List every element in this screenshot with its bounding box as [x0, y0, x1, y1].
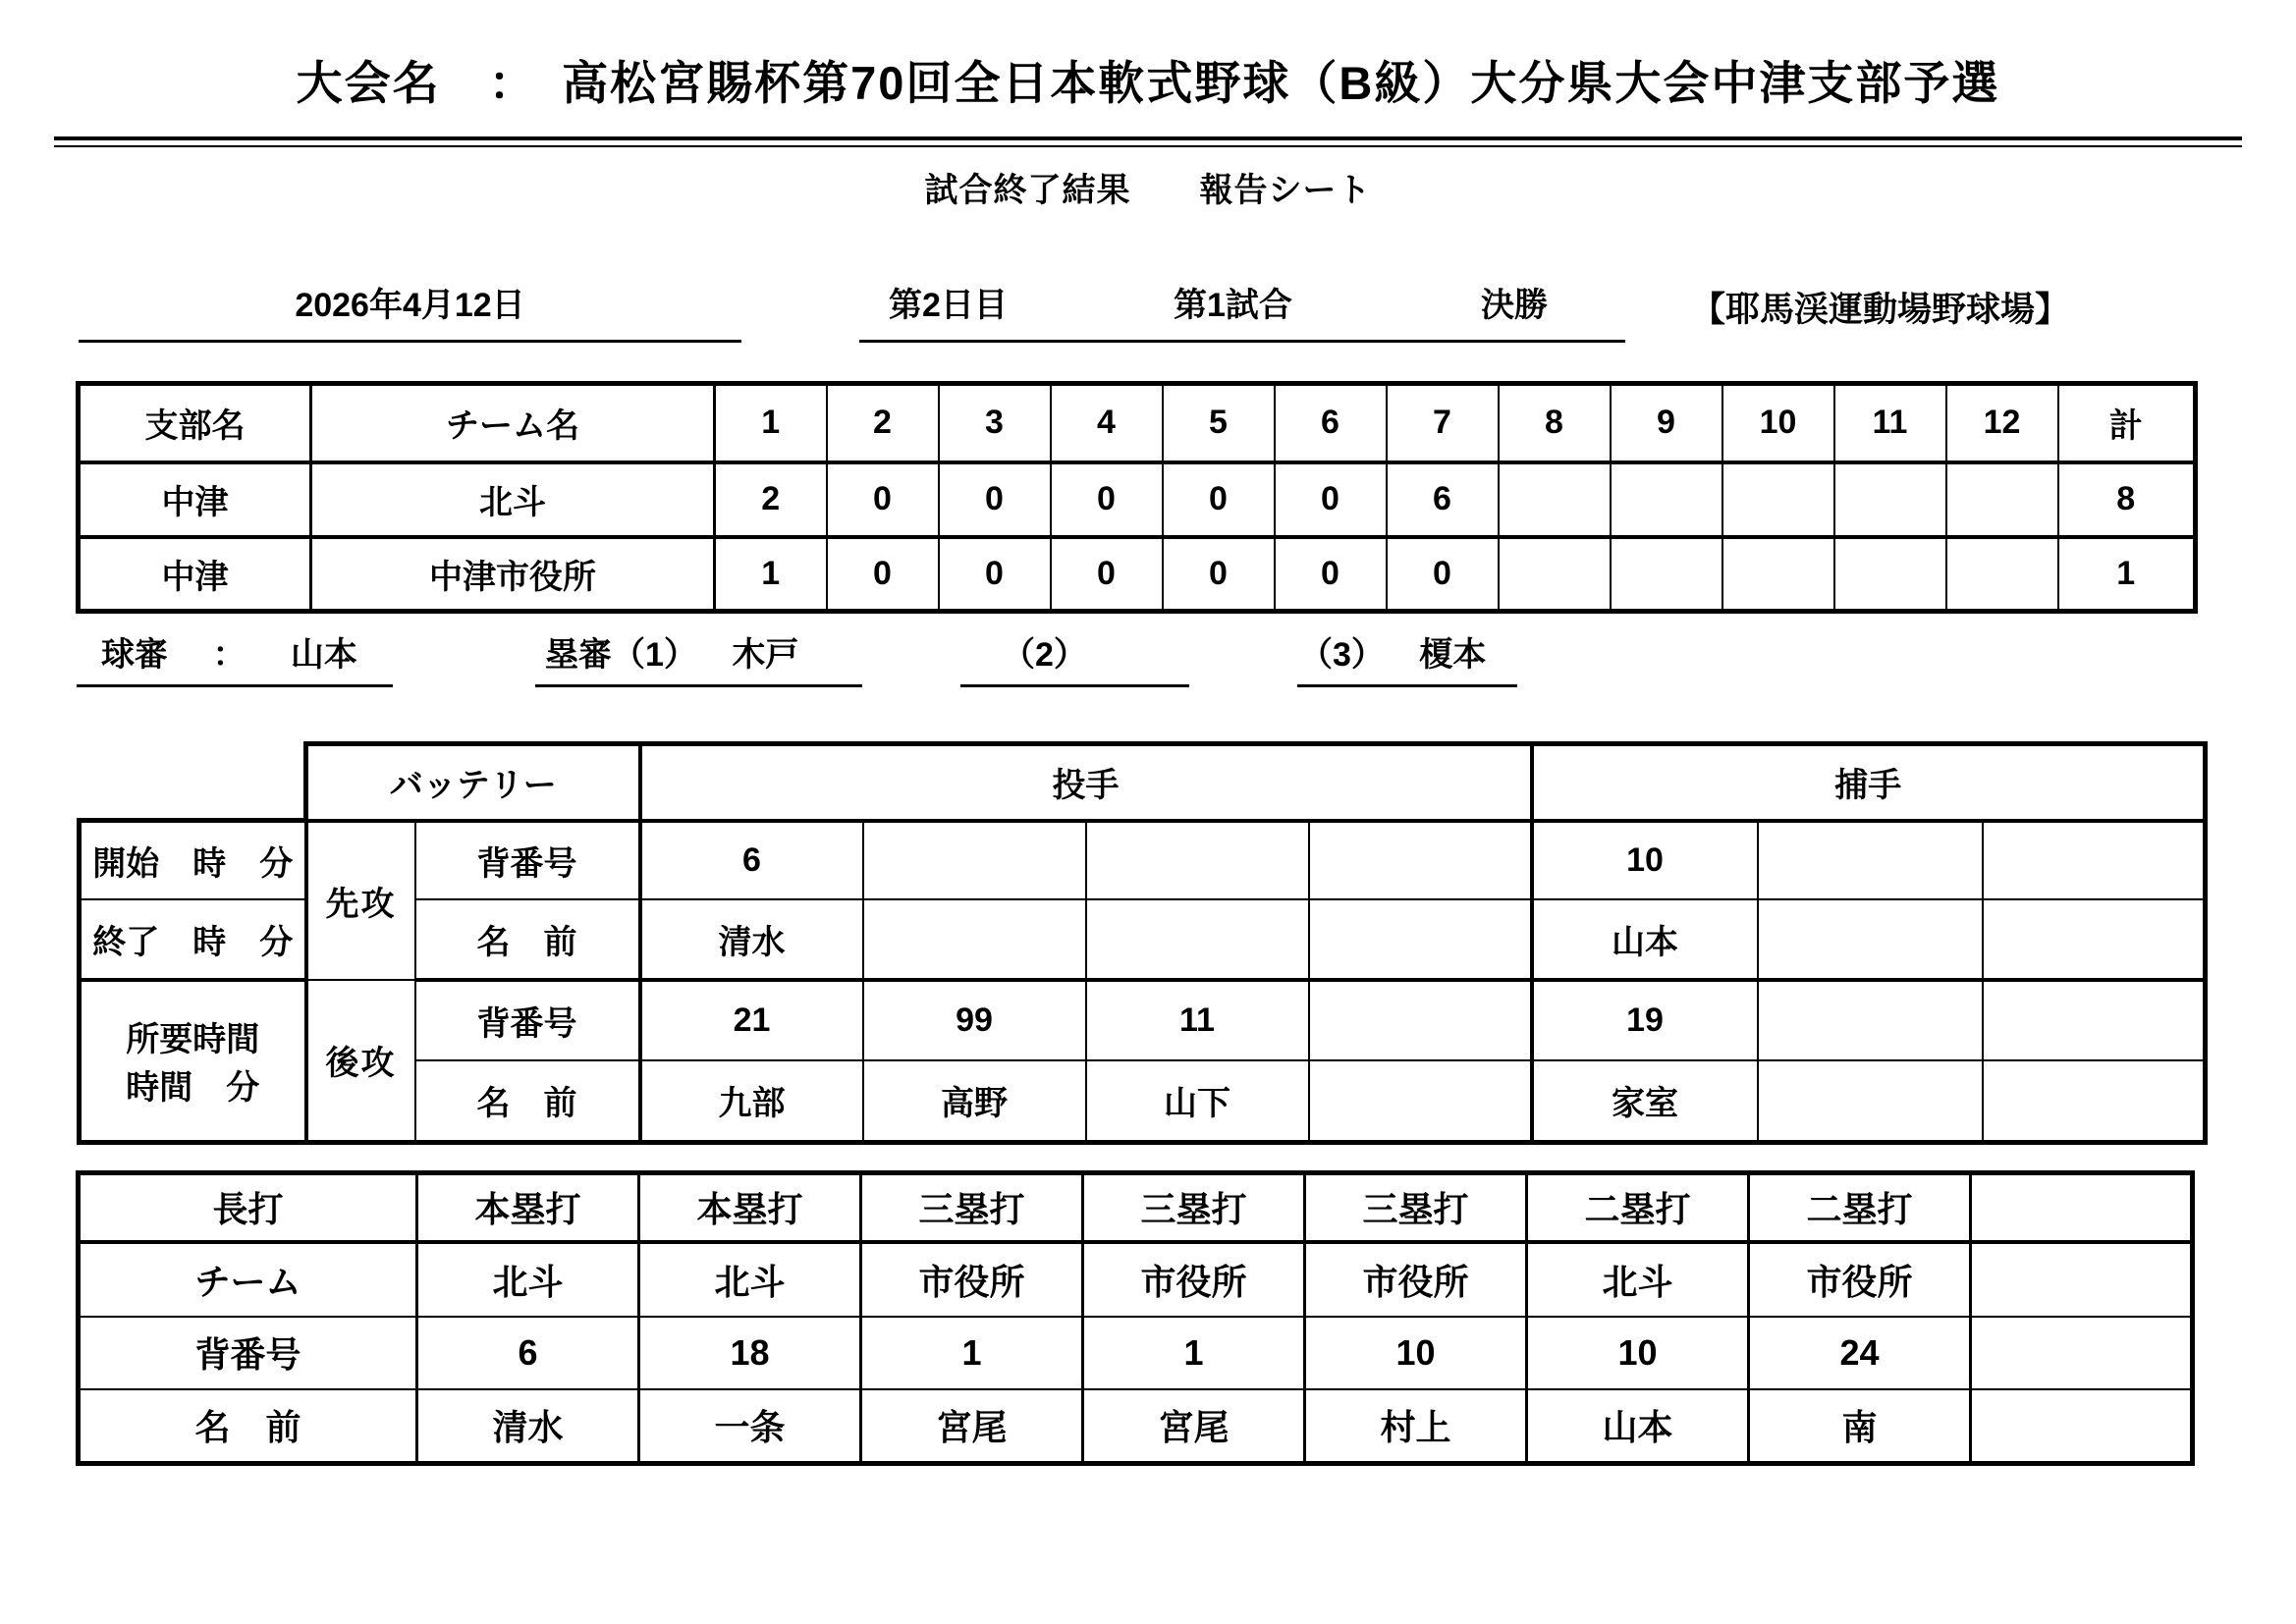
score-cell: 0 — [827, 537, 939, 612]
xbh-team-cell: 市役所 — [861, 1242, 1083, 1317]
xbh-name-cell: 宮尾 — [1083, 1389, 1305, 1464]
scoreboard-row-visitor — [79, 462, 2196, 537]
catcher-number-cell: 10 — [1532, 821, 1758, 899]
col-header-branch: 支部名 — [79, 384, 311, 462]
pitcher-name-cell — [1309, 899, 1532, 980]
catcher-number-cell — [1758, 821, 1983, 899]
total-cell: 8 — [2058, 462, 2196, 537]
col-header-inning-6: 6 — [1275, 384, 1387, 462]
xbh-team-cell: 市役所 — [1305, 1242, 1527, 1317]
team-cell: 北斗 — [311, 462, 715, 537]
score-cell: 0 — [1275, 462, 1387, 537]
score-cell: 0 — [1051, 462, 1163, 537]
xbh-team-cell: 北斗 — [1527, 1242, 1749, 1317]
base3-umpire-name: 榎本 — [1419, 636, 1487, 674]
scoreboard-row-home — [79, 537, 2196, 612]
xbh-number-cell: 1 — [1083, 1317, 1305, 1389]
catcher-number-cell: 19 — [1532, 980, 1758, 1060]
game-date-field — [79, 281, 741, 343]
catcher-number-cell — [1758, 980, 1983, 1060]
xbh-number-row — [79, 1317, 2193, 1389]
score-cell: 0 — [1163, 462, 1275, 537]
duration-label-lines — [82, 999, 304, 1122]
score-cell — [1834, 462, 1946, 537]
base1-umpire-label: 塁審（1） — [545, 636, 697, 674]
xbh-type-cell: 二塁打 — [1749, 1173, 1971, 1242]
score-cell: 0 — [1163, 537, 1275, 612]
pitcher-name-cell — [1309, 1060, 1532, 1143]
score-cell: 6 — [1387, 462, 1499, 537]
pitcher-number-cell — [1309, 821, 1532, 899]
xbh-number-cell: 1 — [861, 1317, 1083, 1389]
xbh-type-cell: 本塁打 — [639, 1173, 861, 1242]
col-header-inning-2: 2 — [827, 384, 939, 462]
xbh-name-cell: 清水 — [417, 1389, 639, 1464]
end-time-label: 終了 時 分 — [80, 899, 306, 980]
xbh-team-label: チーム — [79, 1242, 417, 1317]
base1-umpire-field — [535, 630, 862, 687]
pitcher-name-cell — [863, 899, 1086, 980]
battery-table — [77, 741, 2208, 1145]
xbh-number-cell: 24 — [1749, 1317, 1971, 1389]
scoreboard-header-row — [79, 384, 2196, 462]
branch-cell: 中津 — [79, 462, 311, 537]
pitcher-name-cell: 山下 — [1086, 1060, 1309, 1143]
score-cell: 0 — [827, 462, 939, 537]
xbh-name-cell — [1971, 1389, 2193, 1464]
pitcher-name-cell: 高野 — [863, 1060, 1086, 1143]
base2-umpire-label: （2） — [1002, 636, 1087, 674]
second-attack-label: 後攻 — [306, 980, 415, 1143]
name-row-label: 名 前 — [415, 1060, 640, 1143]
col-header-inning-8: 8 — [1499, 384, 1611, 462]
scoreboard-table — [76, 381, 2198, 614]
duration-label-line2: 時間 分 — [126, 1069, 260, 1108]
xbh-number-label: 背番号 — [79, 1317, 417, 1389]
plate-umpire-field — [77, 630, 393, 687]
xbh-team-cell: 北斗 — [417, 1242, 639, 1317]
game-date: 2026年4月12日 — [295, 287, 525, 324]
xbh-type-cell — [1971, 1173, 2193, 1242]
team-cell: 中津市役所 — [311, 537, 715, 612]
name-row-label: 名 前 — [415, 899, 640, 980]
title-divider-bottom — [54, 145, 2242, 147]
base2-umpire-field — [960, 630, 1189, 687]
battery-row-first-number — [80, 821, 2206, 899]
col-header-inning-3: 3 — [939, 384, 1051, 462]
battery-row-second-number — [80, 980, 2206, 1060]
score-cell: 2 — [715, 462, 827, 537]
col-header-inning-5: 5 — [1163, 384, 1275, 462]
score-cell — [1722, 537, 1834, 612]
catcher-name-cell — [1983, 1060, 2206, 1143]
col-header-inning-7: 7 — [1387, 384, 1499, 462]
xbh-name-label: 名 前 — [79, 1389, 417, 1464]
xbh-number-cell — [1971, 1317, 2193, 1389]
xbh-name-cell: 南 — [1749, 1389, 1971, 1464]
plate-umpire-label: 球審 — [101, 636, 168, 674]
col-header-inning-9: 9 — [1611, 384, 1722, 462]
catcher-name-cell — [1758, 899, 1983, 980]
first-attack-label: 先攻 — [306, 821, 415, 980]
game-meta-field — [859, 281, 1625, 343]
col-header-inning-12: 12 — [1946, 384, 2058, 462]
pitcher-number-cell — [863, 821, 1086, 899]
xbh-name-cell: 山本 — [1527, 1389, 1749, 1464]
catcher-name-cell — [1983, 899, 2206, 980]
battery-header-row — [80, 744, 2206, 821]
plate-umpire-colon: ： — [212, 636, 246, 674]
score-cell: 0 — [939, 537, 1051, 612]
start-time-label: 開始 時 分 — [80, 821, 306, 899]
venue: 【耶馬渓運動場野球場】 — [1691, 291, 2070, 329]
base3-umpire-label: （3） — [1299, 636, 1385, 674]
score-cell: 0 — [939, 462, 1051, 537]
game-number: 第1試合 — [1174, 287, 1292, 324]
plate-umpire-name: 山本 — [290, 636, 357, 674]
catcher-header: 捕手 — [1532, 744, 2206, 821]
score-cell — [1722, 462, 1834, 537]
score-cell: 0 — [1387, 537, 1499, 612]
score-cell — [1611, 462, 1722, 537]
col-header-inning-10: 10 — [1722, 384, 1834, 462]
xbh-name-cell: 一条 — [639, 1389, 861, 1464]
pitcher-number-cell: 21 — [640, 980, 863, 1060]
pitcher-name-cell: 清水 — [640, 899, 863, 980]
xbh-name-row — [79, 1389, 2193, 1464]
score-cell — [1611, 537, 1722, 612]
xbh-type-cell: 三塁打 — [1305, 1173, 1527, 1242]
title-divider-top — [54, 136, 2242, 140]
xbh-header-label: 長打 — [79, 1173, 417, 1242]
score-cell: 0 — [1275, 537, 1387, 612]
catcher-name-cell — [1758, 1060, 1983, 1143]
pitcher-number-cell: 99 — [863, 980, 1086, 1060]
score-cell — [1946, 537, 2058, 612]
xbh-number-cell: 6 — [417, 1317, 639, 1389]
base3-umpire-field — [1297, 630, 1517, 687]
xbh-team-cell — [1971, 1242, 2193, 1317]
base1-umpire-name: 木戸 — [732, 636, 799, 674]
xbh-name-cell: 村上 — [1305, 1389, 1527, 1464]
pitcher-number-cell: 6 — [640, 821, 863, 899]
col-header-inning-11: 11 — [1834, 384, 1946, 462]
catcher-name-cell: 家室 — [1532, 1060, 1758, 1143]
total-cell: 1 — [2058, 537, 2196, 612]
xbh-type-cell: 三塁打 — [1083, 1173, 1305, 1242]
score-cell: 1 — [715, 537, 827, 612]
xbh-team-cell: 市役所 — [1749, 1242, 1971, 1317]
xbh-name-cell: 宮尾 — [861, 1389, 1083, 1464]
score-cell — [1834, 537, 1946, 612]
pitcher-header: 投手 — [640, 744, 1532, 821]
duration-label — [80, 980, 306, 1143]
pitcher-number-cell — [1309, 980, 1532, 1060]
number-row-label: 背番号 — [415, 980, 640, 1060]
xbh-type-cell: 二塁打 — [1527, 1173, 1749, 1242]
score-cell — [1946, 462, 2058, 537]
number-row-label: 背番号 — [415, 821, 640, 899]
catcher-number-cell — [1983, 980, 2206, 1060]
xbh-type-cell: 本塁打 — [417, 1173, 639, 1242]
xbh-number-cell: 10 — [1527, 1317, 1749, 1389]
col-header-team: チーム名 — [311, 384, 715, 462]
page-subtitle: 試合終了結果 報告シート — [924, 172, 1372, 209]
score-cell — [1499, 462, 1611, 537]
score-cell — [1499, 537, 1611, 612]
extra-base-hits-table — [76, 1170, 2195, 1466]
catcher-number-cell — [1983, 821, 2206, 899]
catcher-name-cell: 山本 — [1532, 899, 1758, 980]
xbh-team-row — [79, 1242, 2193, 1317]
xbh-type-cell: 三塁打 — [861, 1173, 1083, 1242]
pitcher-number-cell — [1086, 821, 1309, 899]
pitcher-number-cell: 11 — [1086, 980, 1309, 1060]
game-day: 第2日目 — [889, 287, 1008, 324]
score-cell: 0 — [1051, 537, 1163, 612]
pitcher-name-cell — [1086, 899, 1309, 980]
battery-header: バッテリー — [306, 744, 640, 821]
col-header-inning-4: 4 — [1051, 384, 1163, 462]
col-header-total: 計 — [2058, 384, 2196, 462]
pitcher-name-cell: 九部 — [640, 1060, 863, 1143]
xbh-number-cell: 18 — [639, 1317, 861, 1389]
battery-header-spacer — [80, 744, 306, 821]
col-header-inning-1: 1 — [715, 384, 827, 462]
xbh-team-cell: 市役所 — [1083, 1242, 1305, 1317]
page-title: 大会名 ： 高松宮賜杯第70回全日本軟式野球（B級）大分県大会中津支部予選 — [296, 57, 2000, 109]
game-round: 決勝 — [1481, 287, 1548, 324]
xbh-team-cell: 北斗 — [639, 1242, 861, 1317]
xbh-header-row — [79, 1173, 2193, 1242]
xbh-number-cell: 10 — [1305, 1317, 1527, 1389]
branch-cell: 中津 — [79, 537, 311, 612]
duration-label-line1: 所要時間 — [126, 1021, 260, 1059]
